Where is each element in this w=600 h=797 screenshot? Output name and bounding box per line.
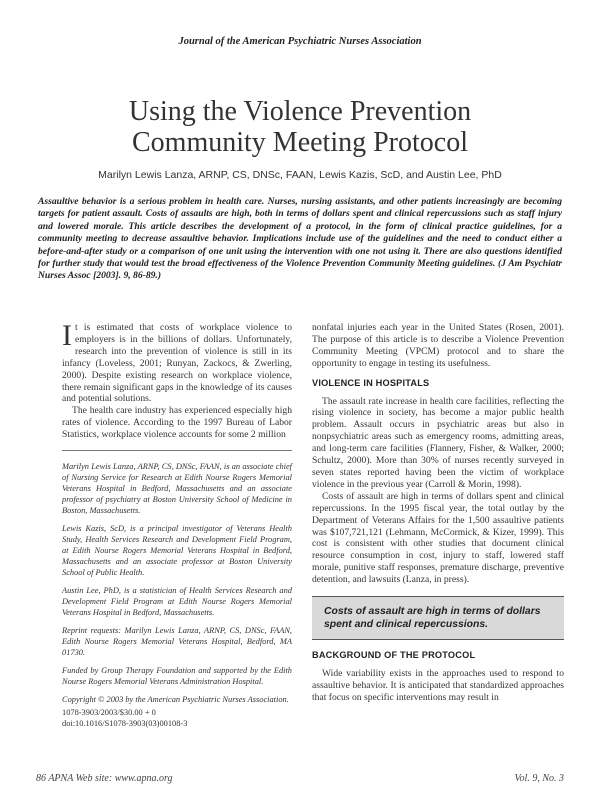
bio-lanza: Marilyn Lewis Lanza, ARNP, CS, DNSc, FAAN, is an associate chief of Nursing Service for Research at Edith Nourse Rogers Memorial Veterans Hospital in Bedford, Massachusetts and an associate professor of psychiatry at Boston University School of Medicine in Boston, Massachusetts.: [62, 462, 292, 515]
right-paragraph-2: Costs of assault are high in terms of dollars spent and clinical repercussions. In the 1995 fiscal year, the total outlay by the Department of Veterans Affairs for the 1,500 assaultive patients was $107,721,121 (Lehmann, McCormick, & Kizer, 1999). This cost is consistent with other studies that document clinical resource consumption in cost, injury to staff, lowered staff morale, punitive staff responses, premature discharge, preventive detention, and lawsuits (Lanza, in press).: [312, 490, 564, 586]
right-column: [312, 322, 564, 704]
article-title: [0, 96, 600, 158]
reprint-requests: Reprint requests: Marilyn Lewis Lanza, ARNP, CS, DNSc, FAAN, Edith Nourse Rogers Memorial Veterans Hospital, Bedford, MA 01730.: [62, 626, 292, 657]
footnote-divider: [62, 450, 292, 451]
abstract: Assaultive behavior is a serious problem in health care. Nurses, nursing assistants, and other patients increasingly are becoming targets for patient assault. Costs of assaults are high, both in terms of dollars spent and clinical repercussions such as staff injury and lowered morale. This article describes the development of a protocol, in the form of clinical practice guidelines, for a community meeting to decrease assaultive behavior. Implications include use of the guidelines and the need to conduct either a before-and-after study or a comparison of one unit using the intervention with one not using it. There are also questions identified for further study that would test the broad effectiveness of the Violence Prevention Community Meeting guidelines. (J Am Psychiatr Nurses Assoc [2003]. 9, 86-89.): [38, 196, 562, 282]
bio-lee: Austin Lee, PhD, is a statistician of Health Services Research and Development Field Program at Edith Nourse Rogers Memorial Veterans Hospital in Bedford, Massachusetts.: [62, 586, 292, 617]
heading-violence-in-hospitals: VIOLENCE IN HOSPITALS: [312, 377, 430, 388]
footer-volume: Vol. 9, No. 3: [514, 773, 564, 784]
footer-page-info: 86 APNA Web site: www.apna.org: [36, 773, 173, 784]
article-code: 1078-3903/2003/$30.00 + 0: [62, 708, 156, 717]
doi: doi:10.1016/S1078-3903(03)00108-3: [62, 719, 188, 728]
title-line-1: Using the Violence Prevention: [128, 96, 472, 127]
author-notes: [62, 461, 292, 729]
bio-kazis: Lewis Kazis, ScD, is a principal investigator of Veterans Health Study, Health Services Research and Development Field Program, at Edith Nourse Rogers Memorial Veterans Hospital in Bedford, Massachusetts and an associate professor at Boston University School of Public Health.: [62, 524, 292, 577]
intro-text: t is estimated that costs of workplace violence to employers is in the billions of dollars. Unfortunately, research into the prevention of violence is still in its infancy (Loveless, 2001; Runyan, Zackocs, & Zwerling, 2000). Despite existing research on workplace violence, there remain significant gaps in the knowledge of its causes and potential solutions.: [62, 322, 292, 405]
title-line-2: Community Meeting Protocol: [132, 127, 468, 158]
drop-cap: I: [62, 319, 72, 352]
journal-name: Journal of the American Psychiatric Nurses Association: [178, 36, 422, 47]
author-list: Marilyn Lewis Lanza, ARNP, CS, DNSc, FAAN, Lewis Kazis, ScD, and Austin Lee, PhD: [98, 169, 502, 181]
right-paragraph-1: The assault rate increase in health care facilities, reflecting the rising violence in society, has become a major public health problem. Assault occurs in psychiatric areas but also in nonpsychiatric areas such as emergency rooms, admitting areas, and long-term care facilities (Flannery, Fisher, & Walker, 2000; Schultz, 2000). More than 30% of nurses recently surveyed in seven states reported having been the victim of workplace violence in the previous year (Carroll & Morin, 1998).: [312, 395, 564, 490]
right-paragraph-3: Wide variability exists in the approaches used to respond to assaultive behavior. It is anticipated that standardized approaches that focus on specific interventions may result in: [312, 667, 564, 703]
intro-paragraph: [62, 319, 292, 405]
heading-background-of-protocol: BACKGROUND OF THE PROTOCOL: [312, 650, 476, 661]
pull-quote: Costs of assault are high in terms of dollars spent and clinical repercussions.: [312, 596, 564, 640]
left-column: [62, 319, 292, 441]
right-paragraph-0: nonfatal injuries each year in the United States (Rosen, 2001). The purpose of this article is to describe a Violence Prevention Community Meeting (VPCM) protocol and to share the opportunity to engage in testing its usefulness.: [312, 322, 564, 369]
left-paragraph-2: The health care industry has experienced especially high rates of violence. According to the 1997 Bureau of Labor Statistics, workplace violence accounts for some 2 million: [62, 405, 292, 441]
copyright-note: Copyright © 2003 by the American Psychiatric Nurses Association.: [62, 695, 289, 704]
funding-note: Funded by Group Therapy Foundation and supported by the Edith Nourse Rogers Memorial Veterans Administration Hospital.: [62, 666, 292, 686]
